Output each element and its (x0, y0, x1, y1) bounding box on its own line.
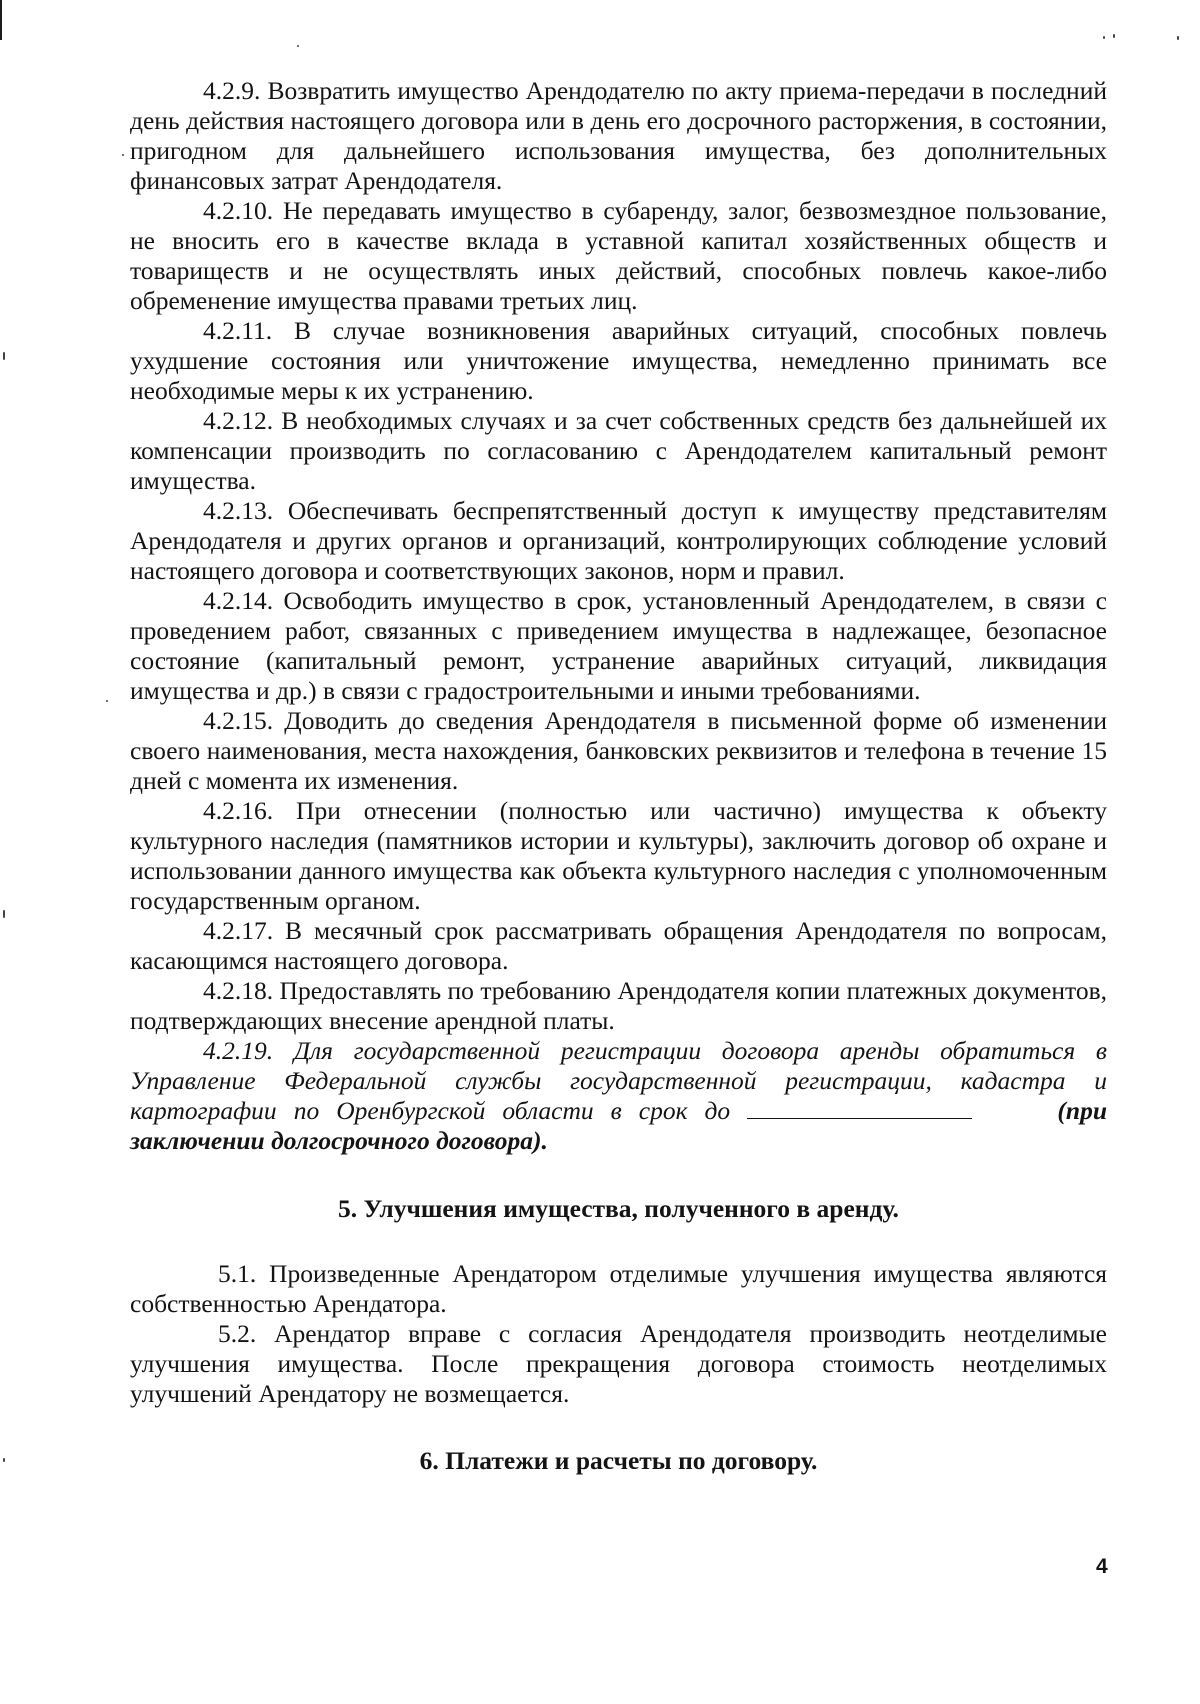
page-number: 4 (1096, 1555, 1108, 1578)
scan-speck (106, 700, 108, 702)
document-body (130, 76, 1107, 1476)
clause-4-2-9: 4.2.9. Возвратить имущество Арендодателю по акту приема-передачи в последний день действия настоящего договора или в день его досрочного расторжения, в состоянии, пригодном для дальнейшего использования имущества, без дополнительных финансовых затрат Арендодателя. (130, 76, 1107, 195)
clause-4-2-15: 4.2.15. Доводить до сведения Арендодателя в письменной форме об изменении своего наименования, места нахождения, банковских реквизитов и телефона в течение 15 дней с момента их изменения. (130, 706, 1107, 795)
clause-4-2-14: 4.2.14. Освободить имущество в срок, установленный Арендодателем, в связи с проведением работ, связанных с приведением имущества в надлежащее, безопасное состояние (капитальный ремонт, устранение аварийных ситуаций, ликвидация имущества и др.) в связи с градостроительными и иными требованиями. (130, 586, 1107, 705)
deadline-blank-line (747, 1098, 972, 1119)
clause-4-2-11: 4.2.11. В случае возникновения аварийных ситуаций, способных повлечь ухудшение состояния или уничтожение имущества, немедленно принимать все необходимые меры к их устранению. (130, 316, 1107, 405)
section-5-heading: 5. Улучшения имущества, полученного в аренду. (338, 1194, 899, 1223)
clause-4-2-19-note: (при заключении долгосрочного договора). (130, 1096, 1107, 1155)
scan-speck (3, 352, 5, 360)
clause-4-2-16: 4.2.16. При отнесении (полностью или частично) имущества к объекту культурного наследия (памятников истории и культуры), заключить договор об охране и использовании данного имущества как объекта культурного наследия с уполномоченным государственным органом. (130, 796, 1107, 915)
clause-4-2-13: 4.2.13. Обеспечивать беспрепятственный доступ к имуществу представителям Арендодателя и других органов и организаций, контролирующих соблюдение условий настоящего договора и соответствующих законов, норм и правил. (130, 496, 1107, 585)
scan-speck (297, 45, 299, 47)
clause-5-1: 5.1. Произведенные Арендатором отделимые улучшения имущества являются собственностью Арендатора. (130, 1259, 1107, 1318)
clause-4-2-19-text: 4.2.19. Для государственной регистрации договора аренды обратиться в Управление Федеральной службы государственной регистрации, кадастра и картографии по Оренбургской области в срок до (130, 1036, 1107, 1125)
clause-4-2-17: 4.2.17. В месячный срок рассматривать обращения Арендодателя по вопросам, касающимся настоящего договора. (130, 916, 1107, 975)
clause-4-2-12: 4.2.12. В необходимых случаях и за счет собственных средств без дальнейшей их компенсации производить по согласованию с Арендодателем капитальный ремонт имущества. (130, 406, 1107, 495)
clause-4-2-10: 4.2.10. Не передавать имущество в субаренду, залог, безвозмездное пользование, не вносить его в качестве вклада в уставной капитал хозяйственных обществ и товариществ и не осуществлять иных действий, способных повлечь какое-либо обременение имущества правами третьих лиц. (130, 196, 1107, 315)
section-6-heading: 6. Платежи и расчеты по договору. (419, 1446, 818, 1475)
scan-speck (3, 910, 5, 918)
clause-5-2: 5.2. Арендатор вправе с согласия Арендодателя производить неотделимые улучшения имущества. После прекращения договора стоимость неотделимых улучшений Арендатору не возмещается. (130, 1319, 1107, 1408)
scan-speck (122, 154, 124, 156)
scan-speck (1113, 34, 1115, 38)
clause-4-2-18: 4.2.18. Предоставлять по требованию Арендодателя копии платежных документов, подтверждающих внесение арендной платы. (130, 976, 1107, 1035)
clause-4-2-19 (130, 1036, 1107, 1156)
scan-speck (3, 1458, 5, 1462)
scan-page-edge (0, 0, 2, 40)
scan-speck (1177, 36, 1179, 40)
scan-speck (1103, 36, 1105, 39)
